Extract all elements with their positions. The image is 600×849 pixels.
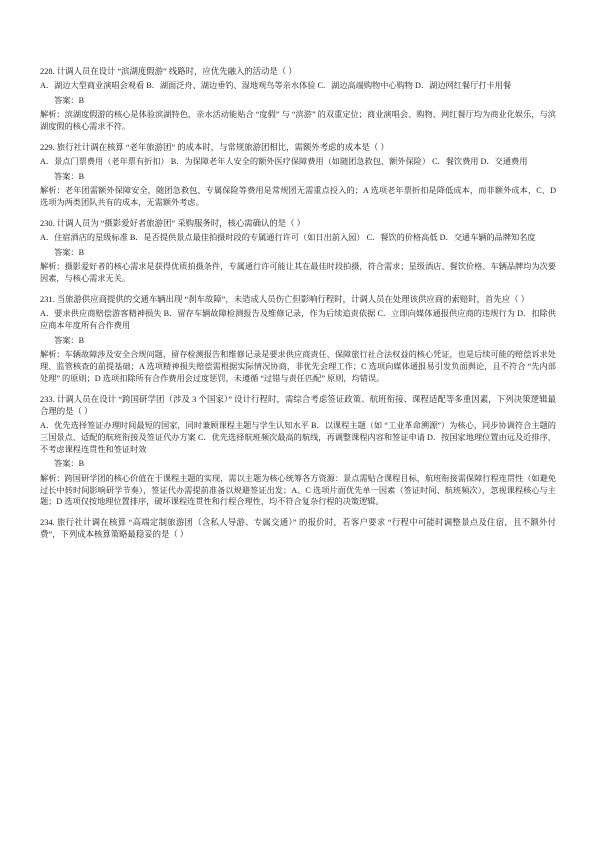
question-answer: 答案：B xyxy=(54,335,85,345)
question-block xyxy=(40,394,556,509)
question-options: A．要求供应商赔偿游客精神损失 B．留存车辆故障检测报告及维修记录，作为后续追责依据 C．立即向媒体通报供应商的违规行为 D．扣除供应商本年度所有合作费用 xyxy=(40,309,556,331)
question-options: A．湖边大型商业演唱会观看 B．湖面泛舟、湖边垂钓、湿地观鸟等亲水体验 C．湖边高端购物中心购物 D．湖边网红餐厅打卡用餐 xyxy=(40,81,512,91)
question-explanation: 解析：车辆故障涉及安全合规问题，留存检测报告和维修记录是要求供应商责任、保障旅行社合法权益的核心凭证，也是后续可能的赔偿诉求处理、监管核查的前提基础；A 选项精神损失赔偿需根据实际情况协商，非优先会理工作；C 选项向媒体通报易引发负面舆论，且不符合 “先内部处理” 的原则；D 选项扣除所有合作费用会过度惩罚，未遵循 “过错与责任匹配” 原则，均错误。 xyxy=(40,350,556,383)
question-stem: 234. 旅行社计调在核算 “高端定制旅游团（含私人导游、专属交通）” 的报价时，若客户要求 “行程中可能时调整景点及住宿，且不额外付费”，下列成本核算策略最稳妥的是（ ） xyxy=(40,518,556,540)
question-options: A．住宿酒店的星级标准 B．是否提供景点最佳拍摄时段的专属通行许可（如日出前入园） C．餐饮的价格高低 D．交通车辆的品牌知名度 xyxy=(40,233,536,243)
question-stem: 231. 当旅游供应商提供的交通车辆出现 “刹车故障”，未造成人员伤亡但影响行程时，计调人员在处理该供应商的索赔时，首先应（ ） xyxy=(40,294,529,304)
question-answer: 答案：B xyxy=(54,459,85,469)
question-block xyxy=(40,142,556,209)
question-explanation: 解析：滨湖度假游的核心是体验滨湖特色，亲水活动能贴合 “度假” 与 “滨游” 的双重定位；商业演唱会、购物、网红餐厅均为商业化娱乐，与滨湖度假的核心需求不符。 xyxy=(40,110,556,132)
question-stem: 233. 计调人员在设计 “跨国研学团（涉及 3 个国家）” 设计行程时，需综合考虑签证政策、航班衔接、课程适配等多重因素，下列决策逻辑最合理的是（ ） xyxy=(40,394,556,416)
question-options: A．景点门票费用（老年票有折扣） B．为保障老年人安全的额外医疗保障费用（如随团急救包、额外保险） C．餐饮费用 D．交通费用 xyxy=(40,157,528,167)
question-explanation: 解析：跨国研学团的核心价值在于课程主题的实现，需以主题为核心统筹各方资源：景点需贴合课程目标，航班衔接需保障行程连贯性（如避免过长中转时间影响研学节奏），签证代办需提前准备以规避签证出发；A、C 选项片面优先单一因素（签证时间、航班频次），忽视课程核心与主题；D 选项仅按地理位置排序，破坏课程连贯性和行程合理性，均不符合复杂行程的决策逻辑。 xyxy=(40,473,556,507)
question-options: A．优先选择签证办理时间最短的国家，同时兼顾课程主题与学生认知水平 B．以课程主题（如 “工业革命溯源”）为核心，同步协调符合主题的三国景点、适配的航班衔接及签证代办方案 C．优先选择航班频次最高的航线，再调整课程内容和签证申请 D．按国家地理位置由远及近排序，不考虑课程连贯性和签证时效 xyxy=(40,421,556,454)
question-explanation: 解析：摄影爱好者的核心需求是获得优质拍摄条件，专属通行许可能让其在最佳时段拍摄，符合需求；星级酒店、餐饮价格、车辆品牌均为次要因素，与核心需求无关。 xyxy=(40,262,556,284)
question-stem: 228. 计调人员在设计 “滨湖度假游” 线路时，应优先融入的活动是（ ） xyxy=(40,67,297,76)
question-explanation: 解析：老年团需额外保障安全，随团急救包、专属保险等费用是常规团无需重点投入的；A 选项老年票折扣是降低成本，而非额外成本，C、D 选项为两类团队共有的成本，无需额外考虑。 xyxy=(40,186,556,208)
question-block xyxy=(40,294,556,385)
question-answer: 答案：B xyxy=(54,95,85,105)
question-stem: 229. 旅行社计调在核算 “老年旅游团” 的成本时，与常规旅游团相比，需额外考虑的成本是（ ） xyxy=(40,142,389,152)
question-block xyxy=(40,66,556,133)
question-block xyxy=(40,218,556,285)
question-stem: 230. 计调人员为 “摄影爱好者旅游团” 采购服务时，核心需确认的是（ ） xyxy=(40,218,305,228)
question-answer: 答案：B xyxy=(54,247,85,257)
question-block xyxy=(40,517,556,541)
question-answer: 答案：B xyxy=(54,171,85,181)
